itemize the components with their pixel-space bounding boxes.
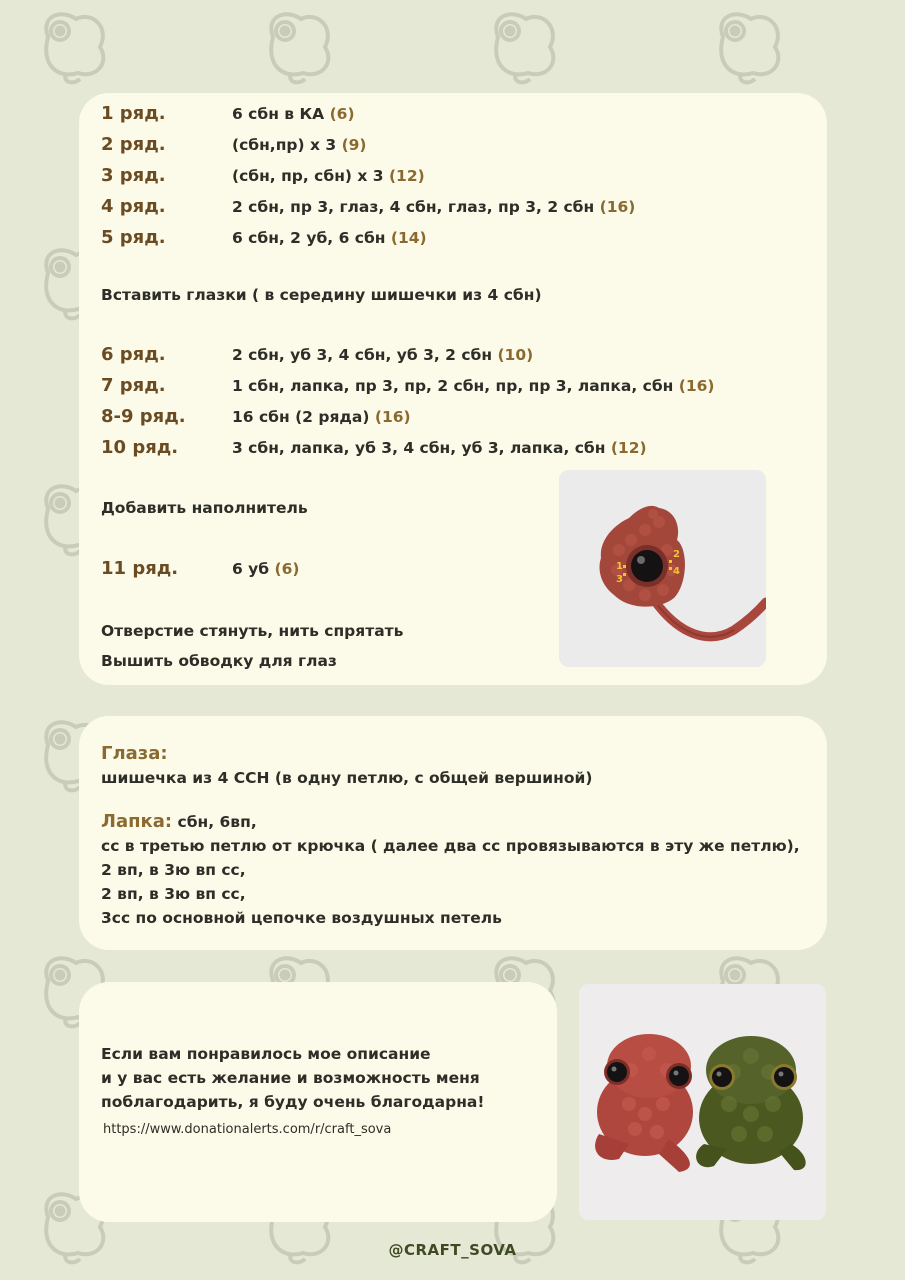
row-label: 1 ряд. bbox=[101, 103, 166, 124]
marker-3: 3 bbox=[616, 574, 623, 585]
donation-link[interactable]: https://www.donationalerts.com/r/craft_sova bbox=[103, 1122, 392, 1137]
row-label: 2 ряд. bbox=[101, 134, 166, 155]
row-text: 2 сбн, пр 3, глаз, 4 сбн, глаз, пр 3, 2 сбн (16) bbox=[232, 198, 636, 216]
row-count: (16) bbox=[599, 198, 636, 216]
row-11 bbox=[79, 555, 579, 583]
thanks-line-2: и у вас есть желание и возможность меня bbox=[101, 1069, 480, 1087]
row-label: 8-9 ряд. bbox=[101, 406, 186, 427]
part1-row-1 bbox=[79, 131, 819, 159]
row-count: (14) bbox=[390, 229, 427, 247]
part2-row-3 bbox=[79, 434, 819, 462]
row-label: 6 ряд. bbox=[101, 344, 166, 365]
row-text: 1 сбн, лапка, пр 3, пр, 2 сбн, пр, пр 3, лапка, сбн (16) bbox=[232, 377, 715, 395]
frog-outline-icon bbox=[46, 14, 103, 82]
paw-line-1: сс в третью петлю от крючка ( далее два сс провязываются в эту же петлю), bbox=[101, 837, 800, 855]
marker-2: 2 bbox=[673, 549, 680, 560]
row-text: (сбн, пр, сбн) х 3 (12) bbox=[232, 167, 425, 185]
part2-row-0 bbox=[79, 341, 819, 369]
row-text: 6 сбн в КА (6) bbox=[232, 105, 355, 123]
row-count: (16) bbox=[678, 377, 715, 395]
row-text: 16 сбн (2 ряда) (16) bbox=[232, 408, 411, 426]
thanks-line-1: Если вам понравилось мое описание bbox=[101, 1045, 431, 1063]
row-count: (6) bbox=[329, 105, 355, 123]
row-label: 5 ряд. bbox=[101, 227, 166, 248]
row-count: (12) bbox=[610, 439, 647, 457]
paw-line-3: 2 вп, в 3ю вп сс, bbox=[101, 885, 246, 903]
note-insert-eyes: Вставить глазки ( в середину шишечки из 4 сбн) bbox=[101, 286, 542, 304]
frog-head-photo bbox=[559, 470, 766, 667]
row-label: 10 ряд. bbox=[101, 437, 179, 458]
row-text: 3 сбн, лапка, уб 3, 4 сбн, уб 3, лапка, сбн (12) bbox=[232, 439, 647, 457]
row-text: 6 уб (6) bbox=[232, 560, 300, 578]
note-close-hole: Отверстие стянуть, нить спрятать bbox=[101, 622, 404, 640]
marker-1: 1 bbox=[616, 561, 623, 572]
details-card bbox=[79, 716, 827, 950]
note-add-filler: Добавить наполнитель bbox=[101, 499, 308, 517]
two-frogs-photo bbox=[579, 984, 826, 1220]
row-text: 6 сбн, 2 уб, 6 сбн (14) bbox=[232, 229, 427, 247]
row-text: (сбн,пр) х 3 (9) bbox=[232, 136, 367, 154]
thanks-line-3: поблагодарить, я буду очень благодарна! bbox=[101, 1093, 485, 1111]
row-label: 3 ряд. bbox=[101, 165, 166, 186]
part2-row-2 bbox=[79, 403, 819, 431]
thanks-card bbox=[79, 982, 557, 1222]
row-label: 4 ряд. bbox=[101, 196, 166, 217]
marker-4: 4 bbox=[673, 566, 680, 577]
row-count: (16) bbox=[374, 408, 411, 426]
note-embroider-eyes: Вышить обводку для глаз bbox=[101, 652, 337, 670]
row-count: (9) bbox=[341, 136, 367, 154]
row-count: (10) bbox=[497, 346, 534, 364]
row-text: 2 сбн, уб 3, 4 сбн, уб 3, 2 сбн (10) bbox=[232, 346, 534, 364]
part1-row-2 bbox=[79, 162, 819, 190]
part1-row-4 bbox=[79, 224, 819, 252]
eyes-text: шишечка из 4 ССН (в одну петлю, с общей вершиной) bbox=[101, 769, 593, 787]
paw-line-2: 2 вп, в 3ю вп сс, bbox=[101, 861, 246, 879]
two-frogs-illustration bbox=[579, 984, 826, 1220]
frog-outline-icon bbox=[721, 14, 778, 82]
row-count: (6) bbox=[274, 560, 300, 578]
row-label: 11 ряд. bbox=[101, 558, 179, 579]
frog-outline-icon bbox=[271, 14, 328, 82]
part1-row-3 bbox=[79, 193, 819, 221]
frog-outline-icon bbox=[496, 14, 553, 82]
part2-row-1 bbox=[79, 372, 819, 400]
row-count: (12) bbox=[388, 167, 425, 185]
paw-title: Лапка: сбн, 6вп, bbox=[101, 811, 257, 832]
footer-handle: @CRAFT_SOVA bbox=[388, 1241, 517, 1259]
frog-head-illustration bbox=[559, 470, 766, 667]
eyes-title: Глаза: bbox=[101, 743, 168, 764]
part1-row-0 bbox=[79, 100, 819, 128]
row-label: 7 ряд. bbox=[101, 375, 166, 396]
paw-line-4: 3сс по основной цепочке воздушных петель bbox=[101, 909, 502, 927]
